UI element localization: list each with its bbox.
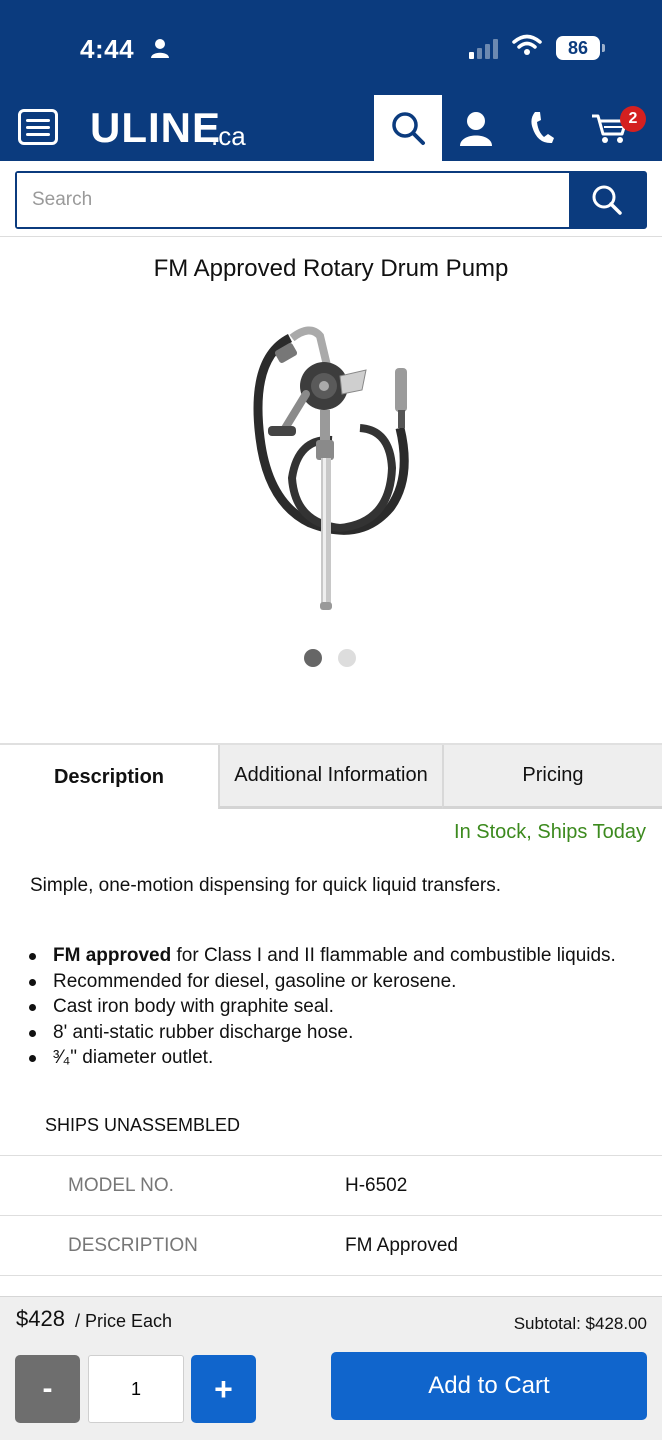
menu-button[interactable]	[18, 109, 58, 145]
spec-value-model: H-6502	[345, 1175, 408, 1196]
stock-status: In Stock, Ships Today	[454, 821, 646, 843]
feature-list	[53, 944, 643, 1072]
tab-additional-information[interactable]: Additional Information	[218, 745, 442, 809]
battery-icon: 86	[556, 36, 600, 60]
tab-pricing[interactable]: Pricing	[442, 745, 662, 809]
header-divider	[0, 236, 662, 237]
menu-icon	[26, 119, 50, 122]
account-button[interactable]	[456, 108, 496, 148]
list-item	[53, 944, 643, 969]
quantity-input[interactable]	[88, 1355, 184, 1423]
table-divider	[0, 1155, 662, 1156]
carousel-dot-2[interactable]	[338, 649, 356, 667]
spec-label-description: DESCRIPTION	[68, 1235, 198, 1256]
subtotal	[514, 1314, 647, 1334]
status-indicators	[469, 34, 600, 61]
search-bar	[15, 171, 647, 229]
ships-unassembled-note: SHIPS UNASSEMBLED	[45, 1115, 241, 1135]
phone-button[interactable]	[522, 108, 562, 148]
feature-text: Recommended for diesel, gasoline or kerosene.	[53, 970, 457, 992]
feature-bold-text: FM approved	[53, 945, 172, 966]
feature-text: for Class I and II flammable and combustible liquids.	[171, 945, 616, 966]
spec-label-model: MODEL NO.	[68, 1175, 174, 1196]
cart-count-badge: 2	[620, 106, 646, 132]
search-input[interactable]	[17, 173, 569, 227]
subtotal-label: Subtotal:	[513, 1314, 586, 1333]
header-search-button[interactable]	[374, 95, 442, 161]
table-divider	[0, 1215, 662, 1216]
search-icon	[591, 184, 623, 216]
list-item	[53, 1046, 643, 1071]
price-unit-label: / Price Each	[75, 1311, 173, 1331]
app-header	[0, 0, 662, 161]
spec-value-description: FM Approved	[345, 1235, 458, 1256]
list-item	[53, 995, 643, 1020]
feature-text: ³⁄₄" diameter outlet.	[53, 1047, 214, 1068]
quantity-increase-button[interactable]: +	[191, 1355, 256, 1423]
quantity-decrease-button[interactable]: -	[15, 1355, 80, 1423]
description-intro: Simple, one-motion dispensing for quick liquid transfers.	[30, 875, 502, 896]
subtotal-value: $428.00	[585, 1314, 647, 1333]
add-to-cart-button[interactable]: Add to Cart	[331, 1352, 647, 1420]
person-icon	[150, 38, 170, 63]
image-carousel-dots	[304, 649, 356, 667]
search-submit-button[interactable]	[569, 173, 645, 227]
signal-icon	[469, 37, 498, 59]
account-icon	[458, 110, 494, 146]
uline-logo[interactable]: ULINE	[90, 104, 221, 151]
list-item	[53, 1021, 643, 1046]
status-time: 4:44	[80, 34, 135, 64]
tab-description[interactable]: Description	[0, 745, 218, 809]
carousel-dot-1[interactable]	[304, 649, 322, 667]
logo-suffix: .ca	[211, 121, 246, 151]
table-divider	[0, 1275, 662, 1276]
list-item	[53, 970, 643, 995]
unit-price: $428	[16, 1306, 65, 1331]
product-image[interactable]	[240, 318, 430, 618]
search-icon	[390, 110, 426, 146]
phone-icon	[527, 110, 557, 146]
product-tabs	[0, 743, 662, 809]
feature-text: 8' anti-static rubber discharge hose.	[53, 1021, 354, 1043]
product-title: FM Approved Rotary Drum Pump	[153, 255, 509, 282]
wifi-icon	[512, 34, 542, 61]
feature-text: Cast iron body with graphite seal.	[53, 996, 334, 1017]
